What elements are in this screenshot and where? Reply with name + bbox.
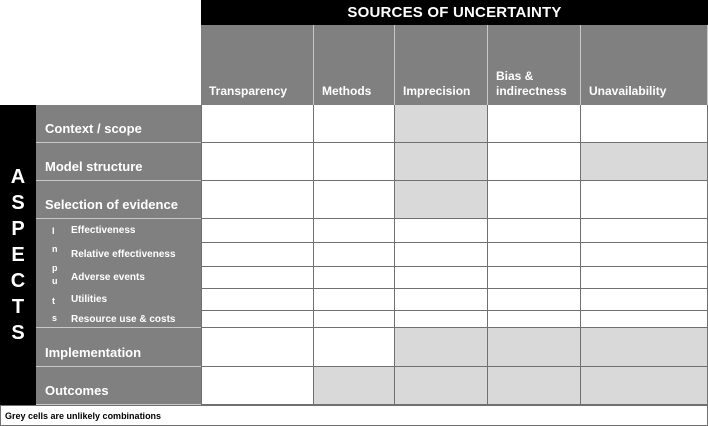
grid-cell [488, 243, 581, 267]
aspects-letter: P [11, 218, 25, 240]
grid-cell-unlikely [395, 181, 488, 219]
grid-cell [581, 311, 708, 328]
row-label-sub: Utilities [71, 294, 108, 305]
column-header-0: Transparency [201, 25, 314, 105]
row-label: Selection of evidence [36, 181, 201, 219]
grid-cell [581, 105, 708, 143]
row-label-sub: Effectiveness [71, 225, 136, 236]
grid-cell [201, 328, 314, 367]
row-label: Context / scope [36, 105, 201, 143]
grid-cell-unlikely [488, 328, 581, 367]
row-label-sub: Resource use & costs [71, 314, 176, 325]
row-label: Implementation [36, 328, 201, 367]
column-header-2: Imprecision [395, 25, 488, 105]
grid-cell-unlikely [581, 143, 708, 181]
inputs-letter: t [52, 296, 55, 306]
grid-cell [395, 289, 488, 311]
grid-cell [314, 105, 395, 143]
grid-cell-unlikely [581, 328, 708, 367]
grid-cell-unlikely [395, 367, 488, 405]
grid-cell [395, 267, 488, 289]
aspects-vertical-label [0, 105, 36, 405]
grid-cell [314, 181, 395, 219]
column-header-4: Unavailability [581, 25, 708, 105]
grid-cell [395, 219, 488, 243]
sources-of-uncertainty-header: SOURCES OF UNCERTAINTY [201, 0, 708, 25]
row-label: Outcomes [36, 367, 201, 405]
grid-cell [314, 219, 395, 243]
aspects-letter: T [11, 296, 25, 318]
grid-cell-unlikely [314, 367, 395, 405]
grid-cell [201, 289, 314, 311]
grid-cell-unlikely [395, 105, 488, 143]
grid-cell-unlikely [581, 367, 708, 405]
column-header-1: Methods [314, 25, 395, 105]
grid-cell [488, 143, 581, 181]
grid-cell [201, 219, 314, 243]
grid-cell-unlikely [488, 367, 581, 405]
grid-cell [395, 243, 488, 267]
inputs-letter: n [52, 244, 58, 254]
grid-cell-unlikely [395, 328, 488, 367]
inputs-letter: u [52, 276, 58, 286]
grid-cell [314, 328, 395, 367]
grid-cell [488, 289, 581, 311]
grid-cell [201, 367, 314, 405]
grid-cell [581, 219, 708, 243]
grid-cell [201, 143, 314, 181]
row-label-sub: Adverse events [71, 272, 145, 283]
aspects-letter: S [11, 192, 25, 214]
grid-cell [581, 181, 708, 219]
grid-cell [488, 311, 581, 328]
grid-cell [581, 289, 708, 311]
grid-cell [314, 243, 395, 267]
grid-cell [201, 311, 314, 328]
aspects-letter: A [10, 166, 26, 188]
grid-cell [488, 219, 581, 243]
row-label: Model structure [36, 143, 201, 181]
aspects-letter: E [11, 244, 25, 266]
grid-cell [201, 105, 314, 143]
inputs-letter: I [52, 226, 55, 236]
grid-cell-unlikely [395, 143, 488, 181]
grid-cell [314, 267, 395, 289]
grid-cell [395, 311, 488, 328]
grid-cell [488, 105, 581, 143]
aspects-letter: C [10, 270, 26, 292]
grid-cell [201, 243, 314, 267]
aspects-letter: S [11, 322, 25, 344]
footnote: Grey cells are unlikely combinations [0, 405, 708, 426]
grid-cell [314, 143, 395, 181]
grid-cell [201, 267, 314, 289]
grid-cell [581, 267, 708, 289]
grid-cell [314, 289, 395, 311]
grid-cell [201, 181, 314, 219]
row-label-sub: Relative effectiveness [71, 249, 176, 260]
grid-cell [488, 181, 581, 219]
inputs-letter: p [52, 263, 58, 273]
inputs-letter: s [52, 313, 58, 323]
grid-cell [314, 311, 395, 328]
grid-cell [488, 267, 581, 289]
inputs-block [36, 219, 201, 328]
grid-cell [581, 243, 708, 267]
column-header-3: Bias & indirectness [488, 25, 581, 105]
